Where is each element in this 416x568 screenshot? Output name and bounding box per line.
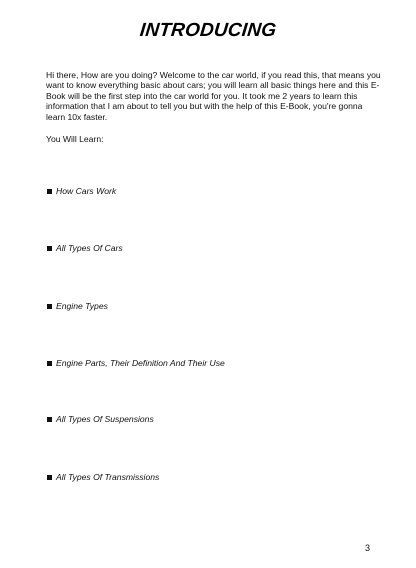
- list-item-label: How Cars Work: [56, 186, 117, 196]
- square-bullet-icon: [47, 246, 52, 251]
- intro-paragraph: Hi there, How are you doing? Welcome to the car world, if you read this, that means you want to know everything basic about cars; you will learn all basic things here and this E-Book will be the first step into the car world for you. It took me 2 years to learn this information that I am about to tell you but with the help of this E-Book, you're gonna learn 10x faster.: [46, 70, 381, 122]
- square-bullet-icon: [47, 361, 52, 366]
- learn-heading: You Will Learn:: [46, 134, 104, 144]
- square-bullet-icon: [47, 417, 52, 422]
- list-item-label: All Types Of Suspensions: [56, 414, 154, 424]
- list-item-label: All Types Of Transmissions: [56, 472, 160, 482]
- list-item: [47, 414, 154, 424]
- list-item: [47, 186, 116, 196]
- page-number: 3: [364, 543, 370, 553]
- list-item: [47, 472, 159, 482]
- list-item: [47, 358, 225, 368]
- square-bullet-icon: [47, 475, 52, 480]
- list-item-label: All Types Of Cars: [56, 243, 123, 253]
- square-bullet-icon: [47, 304, 52, 309]
- square-bullet-icon: [47, 189, 52, 194]
- list-item: [47, 301, 108, 311]
- list-item-label: Engine Types: [56, 301, 108, 311]
- list-item-label: Engine Parts, Their Definition And Their Use: [56, 358, 225, 368]
- page-title: INTRODUCING: [138, 20, 278, 41]
- list-item: [47, 243, 123, 253]
